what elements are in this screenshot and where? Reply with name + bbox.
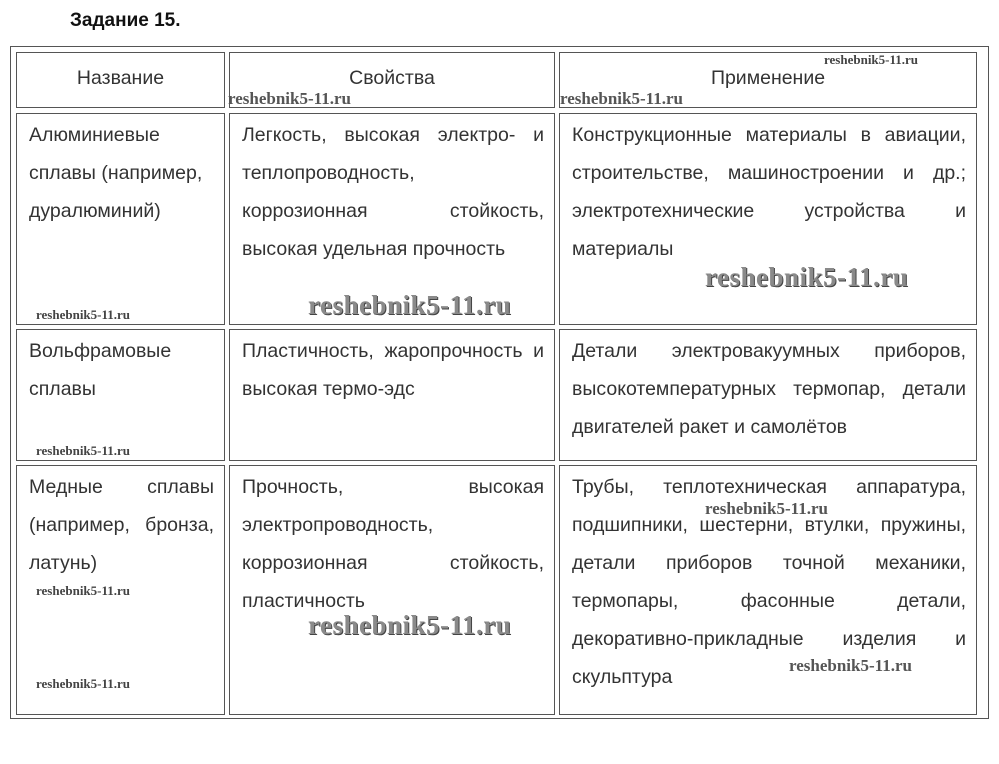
watermark: reshebnik5-11.ru bbox=[560, 89, 683, 108]
row-3-name: Медные сплавы (например, бронза, латунь) bbox=[16, 465, 225, 715]
row-2-usage: Детали электровакуумных приборов, высокотемпературных термопар, детали двигателей ракет и самолётов bbox=[559, 329, 977, 461]
row-1-properties: Легкость, высокая электро- и теплопроводность, коррозионная стойкость, высокая удельная прочность bbox=[229, 113, 555, 325]
watermark: reshebnik5-11.ru bbox=[308, 610, 512, 640]
watermark: reshebnik5-11.ru bbox=[36, 443, 131, 458]
row-2-name: Вольфрамовые сплавы bbox=[16, 329, 225, 461]
alloys-table bbox=[10, 46, 989, 719]
watermark: reshebnik5-11.ru bbox=[705, 262, 909, 292]
row-2-properties: Пластичность, жаропрочность и высокая термо-эдс bbox=[229, 329, 555, 461]
row-1-name: Алюминиевые сплавы (например, дуралюминий) bbox=[16, 113, 225, 325]
watermark: reshebnik5-11.ru bbox=[228, 89, 351, 108]
task-title: Задание 15. bbox=[70, 10, 181, 31]
watermark: reshebnik5-11.ru bbox=[705, 499, 828, 518]
header-usage: Применение bbox=[559, 52, 977, 108]
watermark: reshebnik5-11.ru bbox=[36, 676, 131, 691]
row-1-usage: Конструкционные материалы в авиации, строительстве, машиностроении и др.; электротехнические устройства и материалы bbox=[559, 113, 977, 325]
row-3-properties: Прочность, высокая электропроводность, коррозионная стойкость, пластичность bbox=[229, 465, 555, 715]
watermark: reshebnik5-11.ru bbox=[789, 656, 912, 675]
row-3-usage: Трубы, теплотехническая аппаратура, подшипники, шестерни, втулки, пружины, детали приборов точной механики, термопары, фасонные детали, декоративно-прикладные изделия и скульптура bbox=[559, 465, 977, 715]
watermark: reshebnik5-11.ru bbox=[824, 52, 919, 67]
watermark: reshebnik5-11.ru bbox=[308, 290, 512, 320]
watermark: reshebnik5-11.ru bbox=[36, 583, 131, 598]
header-name: Название bbox=[16, 52, 225, 108]
watermark: reshebnik5-11.ru bbox=[36, 307, 131, 322]
header-properties: Свойства bbox=[229, 52, 555, 108]
